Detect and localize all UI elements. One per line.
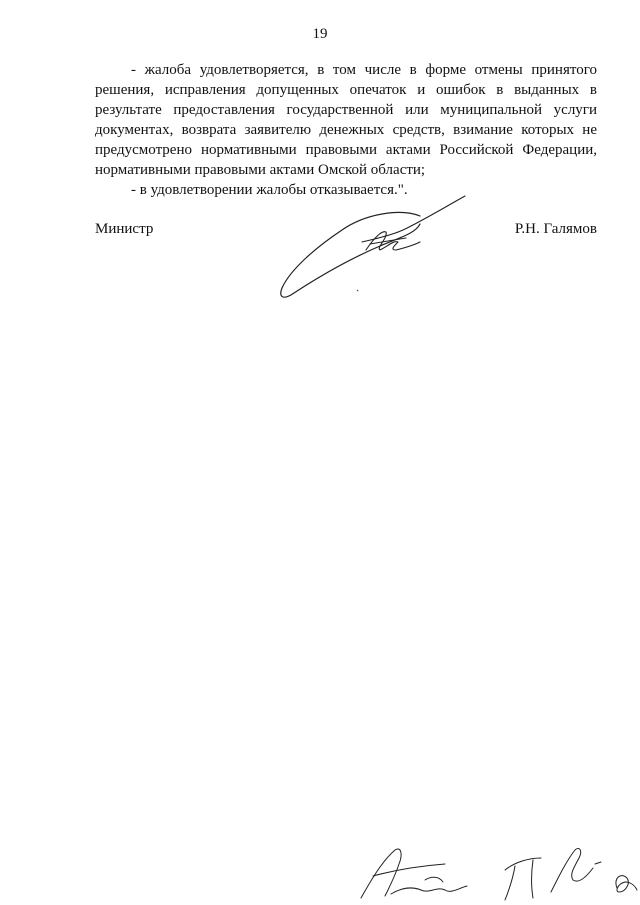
paragraph-complaint-satisfied: - жалоба удовлетворяется, в том числе в форме отмены принятого решения, исправления допущенных опечаток и ошибок в выданных в результате предоставления государственной или муниципальной услуги документах, возврата заявителю денежных средств, взимание которых не предусмотрено нормативными правовыми актами Российской Федерации, нормативными правовыми актами Омской области; (95, 62, 597, 178)
document-body (95, 60, 597, 200)
signer-title: Министр (95, 221, 154, 237)
page-number: 19 (312, 26, 328, 42)
initials-signatures (355, 836, 640, 905)
handwritten-signature (270, 190, 470, 305)
signer-name: Р.Н. Галямов (514, 221, 597, 237)
paragraph-complaint-rejected: - в удовлетворении жалобы отказывается.". (131, 182, 408, 198)
